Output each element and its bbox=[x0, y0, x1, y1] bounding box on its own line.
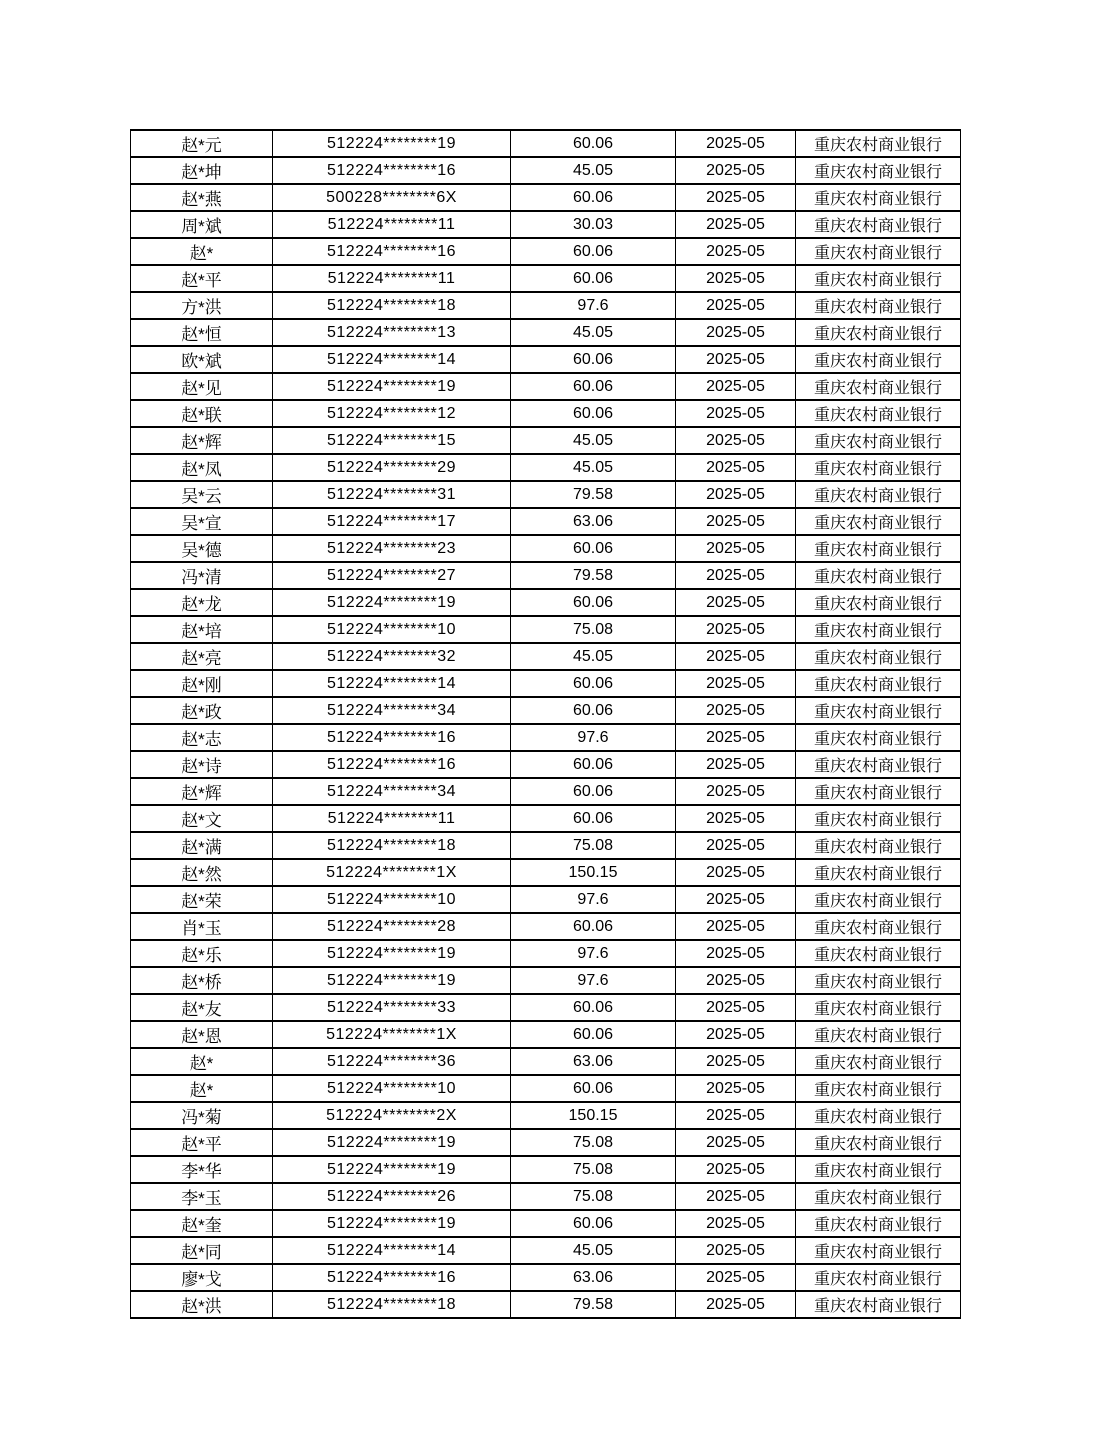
cell-name: 赵*友 bbox=[131, 994, 273, 1021]
table-row bbox=[131, 724, 961, 751]
cell-amount: 60.06 bbox=[511, 751, 676, 778]
cell-name: 吴*云 bbox=[131, 481, 273, 508]
cell-amount: 75.08 bbox=[511, 616, 676, 643]
cell-month: 2025-05 bbox=[676, 967, 796, 994]
table-row bbox=[131, 1210, 961, 1237]
cell-bank: 重庆农村商业银行 bbox=[796, 1264, 961, 1291]
cell-amount: 60.06 bbox=[511, 778, 676, 805]
table-row bbox=[131, 913, 961, 940]
cell-amount: 60.06 bbox=[511, 1210, 676, 1237]
table-row bbox=[131, 778, 961, 805]
cell-amount: 45.05 bbox=[511, 157, 676, 184]
cell-name: 欧*斌 bbox=[131, 346, 273, 373]
cell-month: 2025-05 bbox=[676, 1075, 796, 1102]
cell-month: 2025-05 bbox=[676, 157, 796, 184]
cell-name: 赵* bbox=[131, 238, 273, 265]
cell-id_number: 512224********11 bbox=[273, 805, 511, 832]
cell-id_number: 512224********10 bbox=[273, 886, 511, 913]
cell-id_number: 500228********6X bbox=[273, 184, 511, 211]
cell-amount: 97.6 bbox=[511, 967, 676, 994]
cell-amount: 60.06 bbox=[511, 670, 676, 697]
cell-bank: 重庆农村商业银行 bbox=[796, 1291, 961, 1318]
table-row bbox=[131, 1156, 961, 1183]
cell-bank: 重庆农村商业银行 bbox=[796, 535, 961, 562]
cell-amount: 79.58 bbox=[511, 481, 676, 508]
cell-bank: 重庆农村商业银行 bbox=[796, 670, 961, 697]
cell-amount: 60.06 bbox=[511, 265, 676, 292]
cell-month: 2025-05 bbox=[676, 1156, 796, 1183]
cell-name: 周*斌 bbox=[131, 211, 273, 238]
cell-name: 吴*德 bbox=[131, 535, 273, 562]
cell-month: 2025-05 bbox=[676, 562, 796, 589]
cell-name: 方*洪 bbox=[131, 292, 273, 319]
table-row bbox=[131, 589, 961, 616]
cell-id_number: 512224********19 bbox=[273, 373, 511, 400]
document-page-table-region bbox=[130, 129, 961, 1319]
cell-bank: 重庆农村商业银行 bbox=[796, 1021, 961, 1048]
cell-id_number: 512224********17 bbox=[273, 508, 511, 535]
cell-bank: 重庆农村商业银行 bbox=[796, 1156, 961, 1183]
cell-month: 2025-05 bbox=[676, 481, 796, 508]
cell-month: 2025-05 bbox=[676, 400, 796, 427]
table-row bbox=[131, 643, 961, 670]
table-row bbox=[131, 1102, 961, 1129]
cell-month: 2025-05 bbox=[676, 1021, 796, 1048]
cell-bank: 重庆农村商业银行 bbox=[796, 319, 961, 346]
table-row bbox=[131, 211, 961, 238]
cell-name: 赵*恩 bbox=[131, 1021, 273, 1048]
cell-id_number: 512224********32 bbox=[273, 643, 511, 670]
table-row bbox=[131, 1291, 961, 1318]
cell-id_number: 512224********1X bbox=[273, 859, 511, 886]
cell-id_number: 512224********16 bbox=[273, 724, 511, 751]
table-row bbox=[131, 751, 961, 778]
cell-month: 2025-05 bbox=[676, 130, 796, 157]
cell-name: 廖*戈 bbox=[131, 1264, 273, 1291]
cell-id_number: 512224********16 bbox=[273, 238, 511, 265]
table-row bbox=[131, 616, 961, 643]
cell-bank: 重庆农村商业银行 bbox=[796, 1075, 961, 1102]
cell-month: 2025-05 bbox=[676, 427, 796, 454]
cell-name: 赵*凤 bbox=[131, 454, 273, 481]
table-row bbox=[131, 1237, 961, 1264]
cell-amount: 63.06 bbox=[511, 1048, 676, 1075]
cell-amount: 79.58 bbox=[511, 562, 676, 589]
cell-name: 赵*亮 bbox=[131, 643, 273, 670]
cell-name: 赵*志 bbox=[131, 724, 273, 751]
cell-id_number: 512224********13 bbox=[273, 319, 511, 346]
cell-bank: 重庆农村商业银行 bbox=[796, 886, 961, 913]
cell-name: 赵*政 bbox=[131, 697, 273, 724]
cell-amount: 45.05 bbox=[511, 1237, 676, 1264]
cell-id_number: 512224********1X bbox=[273, 1021, 511, 1048]
cell-id_number: 512224********18 bbox=[273, 832, 511, 859]
cell-name: 赵*同 bbox=[131, 1237, 273, 1264]
cell-bank: 重庆农村商业银行 bbox=[796, 805, 961, 832]
table-row bbox=[131, 670, 961, 697]
cell-bank: 重庆农村商业银行 bbox=[796, 1129, 961, 1156]
cell-name: 赵*满 bbox=[131, 832, 273, 859]
table-row bbox=[131, 130, 961, 157]
cell-id_number: 512224********33 bbox=[273, 994, 511, 1021]
cell-month: 2025-05 bbox=[676, 724, 796, 751]
cell-amount: 45.05 bbox=[511, 454, 676, 481]
cell-id_number: 512224********11 bbox=[273, 211, 511, 238]
cell-id_number: 512224********16 bbox=[273, 751, 511, 778]
cell-bank: 重庆农村商业银行 bbox=[796, 373, 961, 400]
cell-month: 2025-05 bbox=[676, 751, 796, 778]
cell-id_number: 512224********29 bbox=[273, 454, 511, 481]
cell-id_number: 512224********10 bbox=[273, 616, 511, 643]
cell-bank: 重庆农村商业银行 bbox=[796, 1237, 961, 1264]
table-row bbox=[131, 994, 961, 1021]
table-row bbox=[131, 1264, 961, 1291]
table-row bbox=[131, 319, 961, 346]
cell-amount: 75.08 bbox=[511, 1183, 676, 1210]
table-row bbox=[131, 1183, 961, 1210]
cell-month: 2025-05 bbox=[676, 292, 796, 319]
table-row bbox=[131, 805, 961, 832]
cell-name: 赵*桥 bbox=[131, 967, 273, 994]
cell-name: 李*华 bbox=[131, 1156, 273, 1183]
cell-month: 2025-05 bbox=[676, 859, 796, 886]
cell-bank: 重庆农村商业银行 bbox=[796, 184, 961, 211]
cell-name: 肖*玉 bbox=[131, 913, 273, 940]
cell-name: 赵*平 bbox=[131, 1129, 273, 1156]
table-row bbox=[131, 265, 961, 292]
cell-bank: 重庆农村商业银行 bbox=[796, 400, 961, 427]
cell-amount: 30.03 bbox=[511, 211, 676, 238]
cell-month: 2025-05 bbox=[676, 913, 796, 940]
table-row bbox=[131, 535, 961, 562]
cell-name: 赵* bbox=[131, 1048, 273, 1075]
cell-id_number: 512224********15 bbox=[273, 427, 511, 454]
cell-name: 赵*龙 bbox=[131, 589, 273, 616]
cell-month: 2025-05 bbox=[676, 535, 796, 562]
cell-amount: 60.06 bbox=[511, 697, 676, 724]
cell-bank: 重庆农村商业银行 bbox=[796, 211, 961, 238]
cell-name: 赵*乐 bbox=[131, 940, 273, 967]
table-row bbox=[131, 562, 961, 589]
cell-name: 赵*诗 bbox=[131, 751, 273, 778]
cell-bank: 重庆农村商业银行 bbox=[796, 616, 961, 643]
table-row bbox=[131, 346, 961, 373]
cell-id_number: 512224********34 bbox=[273, 778, 511, 805]
cell-month: 2025-05 bbox=[676, 697, 796, 724]
cell-amount: 63.06 bbox=[511, 508, 676, 535]
cell-name: 赵*平 bbox=[131, 265, 273, 292]
cell-id_number: 512224********19 bbox=[273, 589, 511, 616]
cell-month: 2025-05 bbox=[676, 184, 796, 211]
cell-amount: 75.08 bbox=[511, 1129, 676, 1156]
table-row bbox=[131, 859, 961, 886]
cell-id_number: 512224********11 bbox=[273, 265, 511, 292]
cell-month: 2025-05 bbox=[676, 832, 796, 859]
cell-amount: 60.06 bbox=[511, 373, 676, 400]
cell-month: 2025-05 bbox=[676, 346, 796, 373]
table-row bbox=[131, 508, 961, 535]
cell-bank: 重庆农村商业银行 bbox=[796, 157, 961, 184]
cell-amount: 45.05 bbox=[511, 643, 676, 670]
cell-name: 冯*清 bbox=[131, 562, 273, 589]
cell-amount: 97.6 bbox=[511, 940, 676, 967]
cell-bank: 重庆农村商业银行 bbox=[796, 238, 961, 265]
cell-month: 2025-05 bbox=[676, 805, 796, 832]
cell-amount: 97.6 bbox=[511, 886, 676, 913]
cell-amount: 60.06 bbox=[511, 238, 676, 265]
table-row bbox=[131, 184, 961, 211]
cell-bank: 重庆农村商业银行 bbox=[796, 913, 961, 940]
table-row bbox=[131, 832, 961, 859]
cell-id_number: 512224********18 bbox=[273, 1291, 511, 1318]
cell-amount: 60.06 bbox=[511, 400, 676, 427]
cell-bank: 重庆农村商业银行 bbox=[796, 346, 961, 373]
cell-amount: 60.06 bbox=[511, 130, 676, 157]
cell-bank: 重庆农村商业银行 bbox=[796, 697, 961, 724]
cell-month: 2025-05 bbox=[676, 1210, 796, 1237]
payment-records-table bbox=[130, 129, 961, 1319]
cell-bank: 重庆农村商业银行 bbox=[796, 940, 961, 967]
cell-name: 赵*文 bbox=[131, 805, 273, 832]
cell-id_number: 512224********12 bbox=[273, 400, 511, 427]
cell-month: 2025-05 bbox=[676, 778, 796, 805]
table-row bbox=[131, 940, 961, 967]
cell-id_number: 512224********19 bbox=[273, 1156, 511, 1183]
cell-bank: 重庆农村商业银行 bbox=[796, 508, 961, 535]
cell-bank: 重庆农村商业银行 bbox=[796, 994, 961, 1021]
cell-id_number: 512224********2X bbox=[273, 1102, 511, 1129]
cell-id_number: 512224********19 bbox=[273, 1210, 511, 1237]
cell-amount: 60.06 bbox=[511, 805, 676, 832]
cell-amount: 45.05 bbox=[511, 319, 676, 346]
table-row bbox=[131, 697, 961, 724]
cell-bank: 重庆农村商业银行 bbox=[796, 1102, 961, 1129]
cell-amount: 150.15 bbox=[511, 1102, 676, 1129]
cell-id_number: 512224********14 bbox=[273, 346, 511, 373]
cell-month: 2025-05 bbox=[676, 1129, 796, 1156]
cell-bank: 重庆农村商业银行 bbox=[796, 778, 961, 805]
cell-amount: 60.06 bbox=[511, 913, 676, 940]
cell-name: 赵* bbox=[131, 1075, 273, 1102]
cell-month: 2025-05 bbox=[676, 238, 796, 265]
cell-id_number: 512224********27 bbox=[273, 562, 511, 589]
cell-bank: 重庆农村商业银行 bbox=[796, 1210, 961, 1237]
table-row bbox=[131, 238, 961, 265]
cell-name: 赵*荣 bbox=[131, 886, 273, 913]
cell-id_number: 512224********19 bbox=[273, 967, 511, 994]
table-row bbox=[131, 373, 961, 400]
table-row bbox=[131, 454, 961, 481]
cell-amount: 75.08 bbox=[511, 832, 676, 859]
cell-id_number: 512224********28 bbox=[273, 913, 511, 940]
cell-month: 2025-05 bbox=[676, 1048, 796, 1075]
cell-name: 赵*奎 bbox=[131, 1210, 273, 1237]
cell-name: 赵*辉 bbox=[131, 778, 273, 805]
cell-bank: 重庆农村商业银行 bbox=[796, 265, 961, 292]
cell-id_number: 512224********26 bbox=[273, 1183, 511, 1210]
cell-month: 2025-05 bbox=[676, 940, 796, 967]
cell-id_number: 512224********16 bbox=[273, 157, 511, 184]
cell-bank: 重庆农村商业银行 bbox=[796, 589, 961, 616]
cell-month: 2025-05 bbox=[676, 508, 796, 535]
cell-name: 冯*菊 bbox=[131, 1102, 273, 1129]
cell-month: 2025-05 bbox=[676, 373, 796, 400]
cell-name: 赵*辉 bbox=[131, 427, 273, 454]
cell-bank: 重庆农村商业银行 bbox=[796, 967, 961, 994]
cell-id_number: 512224********18 bbox=[273, 292, 511, 319]
table-row bbox=[131, 427, 961, 454]
cell-amount: 60.06 bbox=[511, 184, 676, 211]
cell-month: 2025-05 bbox=[676, 643, 796, 670]
cell-name: 赵*元 bbox=[131, 130, 273, 157]
cell-id_number: 512224********14 bbox=[273, 1237, 511, 1264]
cell-amount: 97.6 bbox=[511, 724, 676, 751]
cell-bank: 重庆农村商业银行 bbox=[796, 130, 961, 157]
cell-name: 赵*见 bbox=[131, 373, 273, 400]
cell-month: 2025-05 bbox=[676, 1237, 796, 1264]
cell-bank: 重庆农村商业银行 bbox=[796, 1183, 961, 1210]
cell-month: 2025-05 bbox=[676, 886, 796, 913]
cell-month: 2025-05 bbox=[676, 265, 796, 292]
cell-id_number: 512224********19 bbox=[273, 130, 511, 157]
cell-bank: 重庆农村商业银行 bbox=[796, 481, 961, 508]
cell-bank: 重庆农村商业银行 bbox=[796, 643, 961, 670]
cell-bank: 重庆农村商业银行 bbox=[796, 562, 961, 589]
cell-month: 2025-05 bbox=[676, 670, 796, 697]
cell-id_number: 512224********16 bbox=[273, 1264, 511, 1291]
table-row bbox=[131, 157, 961, 184]
table-row bbox=[131, 967, 961, 994]
cell-id_number: 512224********19 bbox=[273, 940, 511, 967]
cell-name: 赵*联 bbox=[131, 400, 273, 427]
cell-month: 2025-05 bbox=[676, 994, 796, 1021]
table-row bbox=[131, 1129, 961, 1156]
cell-month: 2025-05 bbox=[676, 1102, 796, 1129]
cell-id_number: 512224********34 bbox=[273, 697, 511, 724]
cell-month: 2025-05 bbox=[676, 1291, 796, 1318]
cell-bank: 重庆农村商业银行 bbox=[796, 454, 961, 481]
cell-bank: 重庆农村商业银行 bbox=[796, 292, 961, 319]
cell-amount: 60.06 bbox=[511, 535, 676, 562]
cell-bank: 重庆农村商业银行 bbox=[796, 724, 961, 751]
cell-month: 2025-05 bbox=[676, 319, 796, 346]
cell-name: 李*玉 bbox=[131, 1183, 273, 1210]
cell-id_number: 512224********31 bbox=[273, 481, 511, 508]
cell-amount: 60.06 bbox=[511, 346, 676, 373]
cell-id_number: 512224********10 bbox=[273, 1075, 511, 1102]
cell-month: 2025-05 bbox=[676, 589, 796, 616]
table-row bbox=[131, 1048, 961, 1075]
cell-month: 2025-05 bbox=[676, 211, 796, 238]
cell-amount: 150.15 bbox=[511, 859, 676, 886]
cell-name: 赵*恒 bbox=[131, 319, 273, 346]
cell-amount: 60.06 bbox=[511, 994, 676, 1021]
cell-name: 赵*刚 bbox=[131, 670, 273, 697]
cell-amount: 60.06 bbox=[511, 589, 676, 616]
cell-id_number: 512224********19 bbox=[273, 1129, 511, 1156]
table-body bbox=[131, 130, 961, 1318]
table-row bbox=[131, 481, 961, 508]
cell-bank: 重庆农村商业银行 bbox=[796, 751, 961, 778]
table-row bbox=[131, 886, 961, 913]
cell-name: 赵*然 bbox=[131, 859, 273, 886]
cell-id_number: 512224********36 bbox=[273, 1048, 511, 1075]
cell-name: 赵*培 bbox=[131, 616, 273, 643]
cell-amount: 60.06 bbox=[511, 1021, 676, 1048]
cell-amount: 97.6 bbox=[511, 292, 676, 319]
cell-id_number: 512224********23 bbox=[273, 535, 511, 562]
table-row bbox=[131, 292, 961, 319]
table-row bbox=[131, 400, 961, 427]
cell-bank: 重庆农村商业银行 bbox=[796, 832, 961, 859]
cell-month: 2025-05 bbox=[676, 454, 796, 481]
table-row bbox=[131, 1075, 961, 1102]
cell-id_number: 512224********14 bbox=[273, 670, 511, 697]
cell-amount: 75.08 bbox=[511, 1156, 676, 1183]
cell-name: 吴*宣 bbox=[131, 508, 273, 535]
cell-name: 赵*洪 bbox=[131, 1291, 273, 1318]
cell-name: 赵*燕 bbox=[131, 184, 273, 211]
cell-month: 2025-05 bbox=[676, 1264, 796, 1291]
cell-bank: 重庆农村商业银行 bbox=[796, 859, 961, 886]
cell-bank: 重庆农村商业银行 bbox=[796, 1048, 961, 1075]
cell-month: 2025-05 bbox=[676, 1183, 796, 1210]
cell-amount: 79.58 bbox=[511, 1291, 676, 1318]
cell-amount: 60.06 bbox=[511, 1075, 676, 1102]
cell-name: 赵*坤 bbox=[131, 157, 273, 184]
table-row bbox=[131, 1021, 961, 1048]
cell-amount: 45.05 bbox=[511, 427, 676, 454]
cell-bank: 重庆农村商业银行 bbox=[796, 427, 961, 454]
cell-month: 2025-05 bbox=[676, 616, 796, 643]
cell-amount: 63.06 bbox=[511, 1264, 676, 1291]
